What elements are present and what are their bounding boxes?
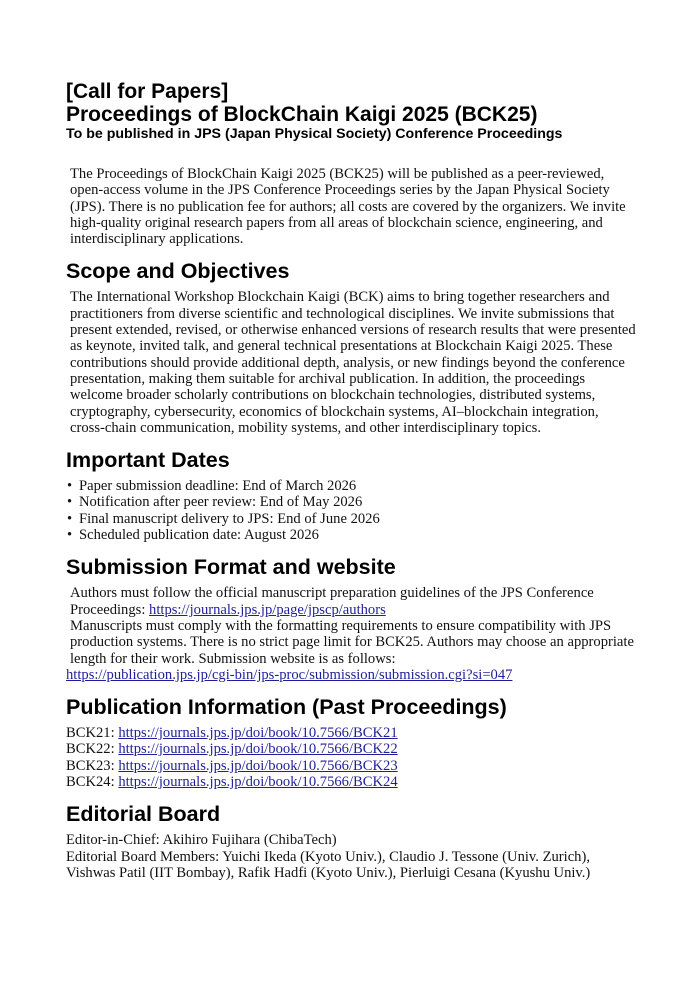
- list-item: [66, 527, 636, 543]
- proceedings-link[interactable]: https://journals.jps.jp/doi/book/10.7566/BCK21: [118, 725, 398, 742]
- proceedings-link[interactable]: https://journals.jps.jp/doi/book/10.7566/BCK22: [118, 741, 398, 758]
- heading-important-dates: Important Dates: [66, 448, 230, 473]
- list-item: [66, 511, 636, 527]
- scope-paragraph: The International Workshop Blockchain Kaigi (BCK) aims to bring together researchers and practitioners from diverse scientific and technological disciplines. We invite submissions that present extended, revised, or otherwise enhanced versions of research results that were presented as keynote, invited talk, and general technical presentations at Blockchain Kaigi 2025. These contributions should provide additional depth, analysis, or new findings beyond the conference presentation, making them suitable for archival publication. In addition, the proceedings welcome broader scholarly contributions on blockchain technologies, distributed systems, cryptography, cybersecurity, economics of blockchain systems, AI–blockchain integration, cross-chain communication, mobility systems, and other interdisciplinary topics.: [70, 289, 636, 436]
- proceedings-label: BCK23:: [66, 757, 119, 774]
- past-proceedings-row: [66, 774, 636, 790]
- submission-website-link[interactable]: https://publication.jps.jp/cgi-bin/jps-proc/submission/submission.cgi?si=047: [66, 666, 513, 683]
- heading-scope: Scope and Objectives: [66, 259, 290, 284]
- subtitle: To be published in JPS (Japan Physical Society) Conference Proceedings: [66, 126, 563, 142]
- list-item: [66, 494, 636, 510]
- title-proceedings: Proceedings of BlockChain Kaigi 2025 (BCK25): [66, 103, 538, 126]
- bullet-icon: •: [67, 510, 73, 527]
- bullet-icon: •: [67, 494, 73, 511]
- editorial-members: Editorial Board Members: Yuichi Ikeda (Kyoto Univ.), Claudio J. Tessone (Univ. Zurich), Vishwas Patil (IIT Bombay), Rafik Hadfi (Kyoto Univ.), Pierluigi Cesana (Kyushu Univ.): [66, 848, 591, 881]
- document-page: [66, 80, 636, 881]
- editor-in-chief: Editor-in-Chief: Akihiro Fujihara (ChibaTech): [66, 832, 337, 849]
- heading-editorial-board: Editorial Board: [66, 802, 221, 827]
- proceedings-label: BCK21:: [66, 725, 119, 742]
- heading-submission: Submission Format and website: [66, 555, 396, 580]
- dates-list: [66, 478, 636, 543]
- guidelines-text: Authors must follow the official manuscript preparation guidelines of the JPS Conference Proceedings:: [70, 585, 594, 618]
- date-text: Paper submission deadline: End of March 2026: [79, 478, 357, 495]
- title-call-for-papers: [Call for Papers]: [66, 80, 229, 103]
- past-proceedings-row: [66, 758, 636, 774]
- proceedings-link[interactable]: https://journals.jps.jp/doi/book/10.7566/BCK23: [118, 757, 398, 774]
- submission-format-paragraph: Manuscripts must comply with the formatting requirements to ensure compatibility with JPS production systems. There is no strict page limit for BCK25. Authors may choose an appropriate length for their work. Submission website is as follows:: [70, 617, 634, 667]
- jps-authors-link[interactable]: https://journals.jps.jp/page/jpscp/authors: [149, 601, 386, 618]
- date-text: Final manuscript delivery to JPS: End of June 2026: [79, 510, 380, 527]
- submission-website-line: [66, 667, 636, 683]
- past-proceedings-row: [66, 725, 636, 741]
- date-text: Notification after peer review: End of May 2026: [79, 494, 363, 511]
- intro-paragraph: The Proceedings of BlockChain Kaigi 2025 (BCK25) will be published as a peer-reviewed, open-access volume in the JPS Conference Proceedings series by the Japan Physical Society (JPS). There is no publication fee for authors; all costs are covered by the organizers. We invite high-quality original research papers from all areas of blockchain science, engineering, and interdisciplinary applications.: [70, 166, 626, 248]
- proceedings-label: BCK22:: [66, 741, 119, 758]
- proceedings-link[interactable]: https://journals.jps.jp/doi/book/10.7566/BCK24: [118, 774, 398, 791]
- proceedings-label: BCK24:: [66, 774, 119, 791]
- submission-guidelines-paragraph: [66, 585, 636, 618]
- bullet-icon: •: [67, 527, 73, 544]
- past-proceedings-row: [66, 741, 636, 757]
- heading-publication: Publication Information (Past Proceedings): [66, 695, 507, 720]
- list-item: [66, 478, 636, 494]
- bullet-icon: •: [67, 478, 73, 495]
- date-text: Scheduled publication date: August 2026: [79, 527, 319, 544]
